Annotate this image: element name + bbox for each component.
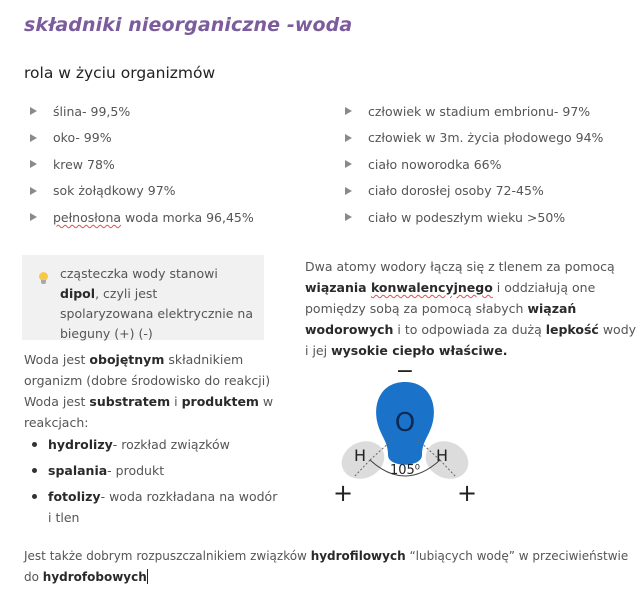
list-item: pełnosłona woda morka 96,45% <box>30 204 254 231</box>
water-content-list-right <box>345 98 603 231</box>
callout-text: cząsteczka wody stanowi dipol, czyli jest spolaryzowana elektrycznie na bieguny (+) (-) <box>60 266 254 341</box>
triangle-bullet-icon[interactable] <box>30 213 37 221</box>
positive-charge-left: + <box>332 479 354 507</box>
triangle-bullet-icon[interactable] <box>345 213 352 221</box>
reactions-list <box>32 434 282 533</box>
positive-charge-right: + <box>456 479 478 507</box>
page-title: składniki nieorganiczne -woda <box>24 14 353 36</box>
section-heading: rola w życiu organizmów <box>24 64 216 82</box>
misspelled-word[interactable]: konwalencyjnego <box>370 280 493 295</box>
water-molecule-diagram <box>320 360 490 510</box>
triangle-bullet-icon[interactable] <box>345 187 352 195</box>
triangle-bullet-icon[interactable] <box>345 160 352 168</box>
inert-paragraph: Woda jest obojętnym składnikiem organizm (dobre środowisko do reakcji) Woda jest substratem i produktem w reakcjach: <box>24 352 274 430</box>
misspelled-word[interactable]: pełnosłona <box>53 209 122 225</box>
triangle-bullet-icon[interactable] <box>30 160 37 168</box>
solvent-paragraph[interactable]: Jest także dobrym rozpuszczalnikiem związków hydrofilowych “lubiących wodę” w przeciwieństwie do hydrofobowych <box>24 549 629 584</box>
water-content-list-left <box>30 98 254 231</box>
list-item: oko- 99% <box>30 125 254 152</box>
angle-label: 105⁰ <box>389 463 421 478</box>
list-item: ciało dorosłej osoby 72-45% <box>345 178 603 205</box>
list-item: ciało w podeszłym wieku >50% <box>345 204 603 231</box>
triangle-bullet-icon[interactable] <box>30 107 37 115</box>
lightbulb-icon <box>36 264 60 340</box>
text-cursor <box>147 569 148 584</box>
list-item: człowiek w stadium embrionu- 97% <box>345 98 603 125</box>
negative-charge: − <box>395 360 415 384</box>
list-item: ciało noworodka 66% <box>345 151 603 178</box>
bond-paragraph: Dwa atomy wodory łączą się z tlenem za pomocą wiązania konwalencyjnego i oddziałują one pomiędzy sobą za pomocą słabych wiązań wodorowych i to odpowiada za dużą lepkość wody i jej wysokie ciepło właściwe. <box>305 259 637 358</box>
dipole-callout <box>22 255 264 340</box>
bullet-icon <box>32 442 37 447</box>
list-item: fotolizy- woda rozkładana na wodór i tlen <box>32 486 282 528</box>
list-item: człowiek w 3m. życia płodowego 94% <box>345 125 603 152</box>
triangle-bullet-icon[interactable] <box>30 187 37 195</box>
bullet-icon <box>32 494 37 499</box>
list-item: spalania- produkt <box>32 460 282 481</box>
list-item: sok żołądkowy 97% <box>30 178 254 205</box>
list-item: ślina- 99,5% <box>30 98 254 125</box>
oxygen-label: O <box>394 408 416 438</box>
list-item: hydrolizy- rozkład związków <box>32 434 282 455</box>
hydrogen-label-left: H <box>353 446 367 465</box>
triangle-bullet-icon[interactable] <box>345 107 352 115</box>
bullet-icon <box>32 468 37 473</box>
hydrogen-label-right: H <box>435 446 449 465</box>
triangle-bullet-icon[interactable] <box>30 134 37 142</box>
triangle-bullet-icon[interactable] <box>345 134 352 142</box>
list-item: krew 78% <box>30 151 254 178</box>
